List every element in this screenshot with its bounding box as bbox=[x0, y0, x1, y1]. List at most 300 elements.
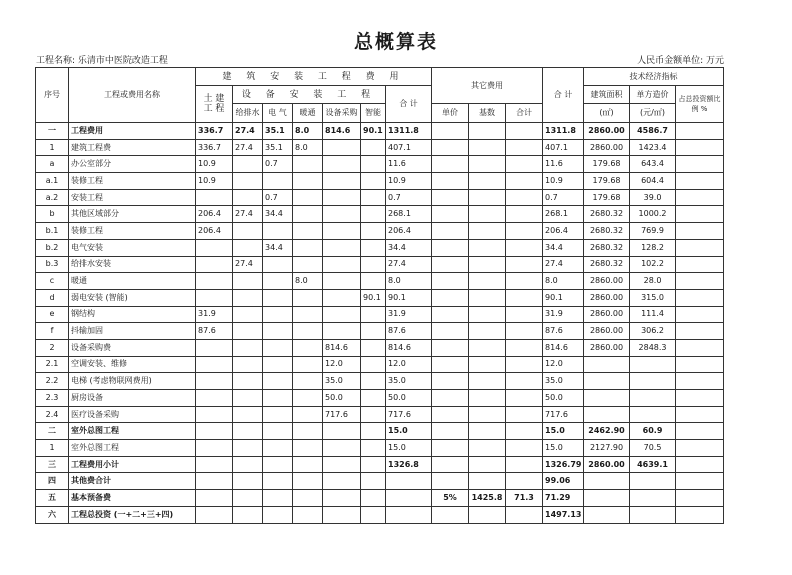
cell-smart bbox=[361, 473, 386, 490]
cell-water bbox=[233, 356, 263, 373]
cell-equip bbox=[323, 506, 361, 523]
cell-electric bbox=[263, 390, 293, 407]
cell-electric: 35.1 bbox=[263, 139, 293, 156]
subtotal-header: 合 计 bbox=[386, 86, 432, 123]
cell-area: 2680.32 bbox=[584, 256, 630, 273]
cell-ot bbox=[506, 289, 543, 306]
cell-civil: 336.7 bbox=[196, 123, 233, 140]
cell-ot bbox=[506, 256, 543, 273]
cell-area: 179.68 bbox=[584, 189, 630, 206]
cell-name: 暖通 bbox=[69, 273, 196, 290]
cell-name: 工程总投资 (一+二+三+四) bbox=[69, 506, 196, 523]
cell-civil bbox=[196, 440, 233, 457]
cell-share bbox=[676, 406, 724, 423]
cell-ot bbox=[506, 373, 543, 390]
cell-name: 电气安装 bbox=[69, 239, 196, 256]
cell-base bbox=[469, 390, 506, 407]
cell-base bbox=[469, 506, 506, 523]
cell-water bbox=[233, 239, 263, 256]
cell-name: 装修工程 bbox=[69, 173, 196, 190]
cell-seq: 一 bbox=[36, 123, 69, 140]
cell-share bbox=[676, 323, 724, 340]
cell-hvac bbox=[293, 223, 323, 240]
cell-share bbox=[676, 123, 724, 140]
cell-hvac bbox=[293, 189, 323, 206]
cell-area: 179.68 bbox=[584, 156, 630, 173]
cell-share bbox=[676, 139, 724, 156]
cell-smart bbox=[361, 273, 386, 290]
cell-name: 空调安装、维修 bbox=[69, 356, 196, 373]
cell-cost bbox=[630, 473, 676, 490]
cell-smart bbox=[361, 506, 386, 523]
cell-up bbox=[432, 189, 469, 206]
cell-base bbox=[469, 239, 506, 256]
hvac-header: 暖通 bbox=[293, 104, 323, 123]
cell-sub: 8.0 bbox=[386, 273, 432, 290]
cell-base bbox=[469, 256, 506, 273]
cell-seq: a.1 bbox=[36, 173, 69, 190]
cell-equip bbox=[323, 189, 361, 206]
cell-seq: 1 bbox=[36, 440, 69, 457]
unit-cost-header: 单方造价 bbox=[630, 86, 676, 104]
cell-civil bbox=[196, 256, 233, 273]
cell-total: 268.1 bbox=[543, 206, 584, 223]
cell-cost: 60.9 bbox=[630, 423, 676, 440]
water-header: 给排水 bbox=[233, 104, 263, 123]
cell-total: 50.0 bbox=[543, 390, 584, 407]
cell-civil bbox=[196, 490, 233, 507]
cell-water bbox=[233, 223, 263, 240]
table-row bbox=[36, 390, 724, 407]
cell-up bbox=[432, 339, 469, 356]
cell-total: 27.4 bbox=[543, 256, 584, 273]
cell-sub bbox=[386, 506, 432, 523]
cell-ot bbox=[506, 156, 543, 173]
cell-electric: 34.4 bbox=[263, 206, 293, 223]
cell-name: 钢结构 bbox=[69, 306, 196, 323]
cell-area bbox=[584, 406, 630, 423]
cell-up: 5% bbox=[432, 490, 469, 507]
construction-header: 建 筑 安 装 工 程 费 用 bbox=[196, 68, 432, 86]
cell-base bbox=[469, 156, 506, 173]
cell-ot bbox=[506, 223, 543, 240]
cell-share bbox=[676, 306, 724, 323]
cell-area: 2680.32 bbox=[584, 239, 630, 256]
cell-base bbox=[469, 339, 506, 356]
cell-smart bbox=[361, 423, 386, 440]
cell-area: 2860.00 bbox=[584, 123, 630, 140]
cell-share bbox=[676, 173, 724, 190]
cell-total: 1311.8 bbox=[543, 123, 584, 140]
cell-share bbox=[676, 473, 724, 490]
cell-base bbox=[469, 123, 506, 140]
table-row bbox=[36, 506, 724, 523]
cell-total: 31.9 bbox=[543, 306, 584, 323]
cell-civil: 31.9 bbox=[196, 306, 233, 323]
cell-up bbox=[432, 206, 469, 223]
table-row bbox=[36, 490, 724, 507]
cell-sub: 15.0 bbox=[386, 440, 432, 457]
cell-civil bbox=[196, 423, 233, 440]
cell-water bbox=[233, 490, 263, 507]
share-header: 占总投资额比例 % bbox=[676, 86, 724, 123]
cell-sub: 34.4 bbox=[386, 239, 432, 256]
cell-sub: 12.0 bbox=[386, 356, 432, 373]
cell-cost: 1423.4 bbox=[630, 139, 676, 156]
cell-up bbox=[432, 256, 469, 273]
cell-base bbox=[469, 423, 506, 440]
table-row bbox=[36, 206, 724, 223]
cell-smart bbox=[361, 406, 386, 423]
cell-seq: 2.3 bbox=[36, 390, 69, 407]
cell-base bbox=[469, 440, 506, 457]
cell-hvac bbox=[293, 289, 323, 306]
table-row bbox=[36, 189, 724, 206]
cell-name: 基本预备费 bbox=[69, 490, 196, 507]
cell-hvac bbox=[293, 423, 323, 440]
cell-cost: 306.2 bbox=[630, 323, 676, 340]
cell-equip bbox=[323, 456, 361, 473]
cell-name: 其他费合计 bbox=[69, 473, 196, 490]
cell-smart bbox=[361, 156, 386, 173]
cell-smart bbox=[361, 189, 386, 206]
cell-hvac: 8.0 bbox=[293, 139, 323, 156]
cell-ot bbox=[506, 323, 543, 340]
cell-sub: 35.0 bbox=[386, 373, 432, 390]
cell-seq: f bbox=[36, 323, 69, 340]
cell-equip bbox=[323, 156, 361, 173]
cell-name: 办公室部分 bbox=[69, 156, 196, 173]
cell-total: 15.0 bbox=[543, 440, 584, 457]
cell-area: 2860.00 bbox=[584, 323, 630, 340]
cell-up bbox=[432, 473, 469, 490]
cell-total: 35.0 bbox=[543, 373, 584, 390]
cell-smart bbox=[361, 373, 386, 390]
cell-up bbox=[432, 239, 469, 256]
cell-seq: 1 bbox=[36, 139, 69, 156]
cell-area: 2860.00 bbox=[584, 456, 630, 473]
cell-base bbox=[469, 189, 506, 206]
cell-electric bbox=[263, 273, 293, 290]
cost-unit: (元/㎡) bbox=[630, 104, 676, 123]
cell-hvac bbox=[293, 456, 323, 473]
cell-seq: 二 bbox=[36, 423, 69, 440]
cell-equip bbox=[323, 306, 361, 323]
project-name: 工程名称: 乐清市中医院改造工程 bbox=[36, 56, 168, 66]
area-header: 建筑面积 bbox=[584, 86, 630, 104]
cell-cost bbox=[630, 406, 676, 423]
cell-civil bbox=[196, 406, 233, 423]
cell-hvac bbox=[293, 440, 323, 457]
cell-equip bbox=[323, 323, 361, 340]
cell-name: 厨房设备 bbox=[69, 390, 196, 407]
tech-header: 技术经济指标 bbox=[584, 68, 724, 86]
table-row bbox=[36, 123, 724, 140]
cell-ot bbox=[506, 273, 543, 290]
cell-total: 717.6 bbox=[543, 406, 584, 423]
cell-seq: 四 bbox=[36, 473, 69, 490]
cell-sub: 1326.8 bbox=[386, 456, 432, 473]
cell-electric bbox=[263, 256, 293, 273]
cell-name: 安装工程 bbox=[69, 189, 196, 206]
cell-total: 11.6 bbox=[543, 156, 584, 173]
cell-equip bbox=[323, 173, 361, 190]
cell-total: 1326.79 bbox=[543, 456, 584, 473]
cell-base bbox=[469, 306, 506, 323]
cell-ot: 71.3 bbox=[506, 490, 543, 507]
cell-cost: 315.0 bbox=[630, 289, 676, 306]
cell-total: 99.06 bbox=[543, 473, 584, 490]
other-total-header: 合计 bbox=[506, 104, 543, 123]
cell-area: 2860.00 bbox=[584, 306, 630, 323]
cell-area: 2860.00 bbox=[584, 139, 630, 156]
cell-water bbox=[233, 289, 263, 306]
cell-sub: 0.7 bbox=[386, 189, 432, 206]
cell-seq: 三 bbox=[36, 456, 69, 473]
cell-name: 医疗设备采购 bbox=[69, 406, 196, 423]
cell-equip bbox=[323, 473, 361, 490]
cell-sub: 87.6 bbox=[386, 323, 432, 340]
cell-cost: 4639.1 bbox=[630, 456, 676, 473]
cell-water bbox=[233, 306, 263, 323]
cell-total: 12.0 bbox=[543, 356, 584, 373]
cell-base bbox=[469, 206, 506, 223]
cell-name: 室外总图工程 bbox=[69, 440, 196, 457]
table-row bbox=[36, 473, 724, 490]
cell-seq: e bbox=[36, 306, 69, 323]
cell-up bbox=[432, 156, 469, 173]
cell-sub: 15.0 bbox=[386, 423, 432, 440]
cell-seq: 五 bbox=[36, 490, 69, 507]
cell-up bbox=[432, 406, 469, 423]
cell-cost: 39.0 bbox=[630, 189, 676, 206]
cell-ot bbox=[506, 506, 543, 523]
base-header: 基数 bbox=[469, 104, 506, 123]
cell-up bbox=[432, 273, 469, 290]
total-header: 合 计 bbox=[543, 68, 584, 123]
cell-total: 15.0 bbox=[543, 423, 584, 440]
cell-electric bbox=[263, 356, 293, 373]
cell-smart bbox=[361, 139, 386, 156]
cell-base bbox=[469, 406, 506, 423]
cell-electric bbox=[263, 373, 293, 390]
currency-unit: 人民币金额单位: 万元 bbox=[637, 56, 724, 66]
cell-cost: 2848.3 bbox=[630, 339, 676, 356]
cell-civil: 206.4 bbox=[196, 223, 233, 240]
cell-total: 814.6 bbox=[543, 339, 584, 356]
table-row bbox=[36, 256, 724, 273]
cell-share bbox=[676, 189, 724, 206]
cell-civil bbox=[196, 289, 233, 306]
cell-sub: 268.1 bbox=[386, 206, 432, 223]
table-row bbox=[36, 139, 724, 156]
cell-up bbox=[432, 373, 469, 390]
cell-smart bbox=[361, 206, 386, 223]
cell-area bbox=[584, 356, 630, 373]
cell-area: 2680.32 bbox=[584, 223, 630, 240]
cell-water bbox=[233, 339, 263, 356]
cell-cost: 28.0 bbox=[630, 273, 676, 290]
cell-share bbox=[676, 206, 724, 223]
cell-ot bbox=[506, 356, 543, 373]
cell-sub: 717.6 bbox=[386, 406, 432, 423]
equip-purchase-header: 设备采购 bbox=[323, 104, 361, 123]
cell-water bbox=[233, 423, 263, 440]
cell-civil bbox=[196, 473, 233, 490]
cell-up bbox=[432, 306, 469, 323]
cell-hvac: 8.0 bbox=[293, 123, 323, 140]
cell-equip bbox=[323, 423, 361, 440]
cell-equip: 717.6 bbox=[323, 406, 361, 423]
cell-share bbox=[676, 440, 724, 457]
cell-area: 2127.90 bbox=[584, 440, 630, 457]
cell-civil bbox=[196, 339, 233, 356]
cell-hvac bbox=[293, 373, 323, 390]
cell-cost bbox=[630, 356, 676, 373]
cell-up bbox=[432, 123, 469, 140]
table-row bbox=[36, 440, 724, 457]
cell-smart bbox=[361, 356, 386, 373]
cell-name: 设备采购费 bbox=[69, 339, 196, 356]
cell-share bbox=[676, 273, 724, 290]
cell-name: 室外总图工程 bbox=[69, 423, 196, 440]
table-row bbox=[36, 273, 724, 290]
cell-water bbox=[233, 456, 263, 473]
cell-share bbox=[676, 490, 724, 507]
cell-share bbox=[676, 339, 724, 356]
cell-water bbox=[233, 406, 263, 423]
table-row bbox=[36, 423, 724, 440]
cell-seq: c bbox=[36, 273, 69, 290]
cell-ot bbox=[506, 139, 543, 156]
table-row bbox=[36, 323, 724, 340]
cell-base bbox=[469, 356, 506, 373]
cell-area bbox=[584, 490, 630, 507]
cell-water bbox=[233, 156, 263, 173]
cell-total: 0.7 bbox=[543, 189, 584, 206]
cell-electric bbox=[263, 339, 293, 356]
cell-area bbox=[584, 473, 630, 490]
cell-smart bbox=[361, 173, 386, 190]
cell-total: 8.0 bbox=[543, 273, 584, 290]
cell-equip: 814.6 bbox=[323, 339, 361, 356]
cell-cost bbox=[630, 490, 676, 507]
cell-water bbox=[233, 506, 263, 523]
cell-equip: 50.0 bbox=[323, 390, 361, 407]
cell-equip bbox=[323, 223, 361, 240]
cell-seq: b.1 bbox=[36, 223, 69, 240]
cell-electric bbox=[263, 473, 293, 490]
cell-total: 90.1 bbox=[543, 289, 584, 306]
cell-seq: 2 bbox=[36, 339, 69, 356]
cell-share bbox=[676, 423, 724, 440]
cell-hvac bbox=[293, 490, 323, 507]
table-row bbox=[36, 339, 724, 356]
cell-name: 给排水安装 bbox=[69, 256, 196, 273]
table-row bbox=[36, 373, 724, 390]
cell-ot bbox=[506, 390, 543, 407]
cell-base: 1425.8 bbox=[469, 490, 506, 507]
cell-sub: 1311.8 bbox=[386, 123, 432, 140]
cell-equip: 814.6 bbox=[323, 123, 361, 140]
table-row bbox=[36, 289, 724, 306]
cell-electric bbox=[263, 323, 293, 340]
cell-electric bbox=[263, 490, 293, 507]
cell-smart bbox=[361, 490, 386, 507]
electric-header: 电 气 bbox=[263, 104, 293, 123]
cell-equip bbox=[323, 206, 361, 223]
cell-hvac bbox=[293, 406, 323, 423]
cell-up bbox=[432, 456, 469, 473]
name-header: 工程或费用名称 bbox=[69, 68, 196, 123]
cell-cost: 128.2 bbox=[630, 239, 676, 256]
cell-share bbox=[676, 156, 724, 173]
cell-civil bbox=[196, 273, 233, 290]
cell-civil: 10.9 bbox=[196, 173, 233, 190]
cell-ot bbox=[506, 173, 543, 190]
cell-total: 71.29 bbox=[543, 490, 584, 507]
cell-hvac bbox=[293, 323, 323, 340]
cell-ot bbox=[506, 189, 543, 206]
cell-up bbox=[432, 289, 469, 306]
cell-seq: 2.2 bbox=[36, 373, 69, 390]
cell-ot bbox=[506, 456, 543, 473]
table-row bbox=[36, 356, 724, 373]
cell-equip bbox=[323, 289, 361, 306]
area-unit: (㎡) bbox=[584, 104, 630, 123]
cell-share bbox=[676, 223, 724, 240]
cell-hvac bbox=[293, 173, 323, 190]
cell-sub: 814.6 bbox=[386, 339, 432, 356]
cell-electric: 34.4 bbox=[263, 239, 293, 256]
cell-smart bbox=[361, 256, 386, 273]
table-row bbox=[36, 456, 724, 473]
cell-water bbox=[233, 273, 263, 290]
cell-water bbox=[233, 189, 263, 206]
cell-cost bbox=[630, 373, 676, 390]
cell-ot bbox=[506, 423, 543, 440]
cell-base bbox=[469, 173, 506, 190]
cell-share bbox=[676, 289, 724, 306]
cell-water bbox=[233, 390, 263, 407]
cell-total: 87.6 bbox=[543, 323, 584, 340]
equipment-install-header: 设 备 安 装 工 程 bbox=[233, 86, 386, 104]
cell-area bbox=[584, 373, 630, 390]
cell-area bbox=[584, 506, 630, 523]
cell-ot bbox=[506, 206, 543, 223]
cell-cost: 604.4 bbox=[630, 173, 676, 190]
cell-cost bbox=[630, 390, 676, 407]
cell-civil bbox=[196, 456, 233, 473]
cell-cost: 102.2 bbox=[630, 256, 676, 273]
cell-ot bbox=[506, 123, 543, 140]
cell-hvac bbox=[293, 356, 323, 373]
page-title: 总概算表 bbox=[353, 31, 438, 53]
cell-total: 1497.13 bbox=[543, 506, 584, 523]
cell-base bbox=[469, 223, 506, 240]
civil-header: 土 建 工 程 bbox=[196, 86, 233, 123]
cell-civil: 206.4 bbox=[196, 206, 233, 223]
cell-sub bbox=[386, 473, 432, 490]
cell-up bbox=[432, 390, 469, 407]
cell-electric bbox=[263, 440, 293, 457]
cell-seq: a bbox=[36, 156, 69, 173]
cell-hvac bbox=[293, 306, 323, 323]
cell-hvac bbox=[293, 473, 323, 490]
cell-share bbox=[676, 456, 724, 473]
cell-base bbox=[469, 289, 506, 306]
cell-hvac bbox=[293, 506, 323, 523]
